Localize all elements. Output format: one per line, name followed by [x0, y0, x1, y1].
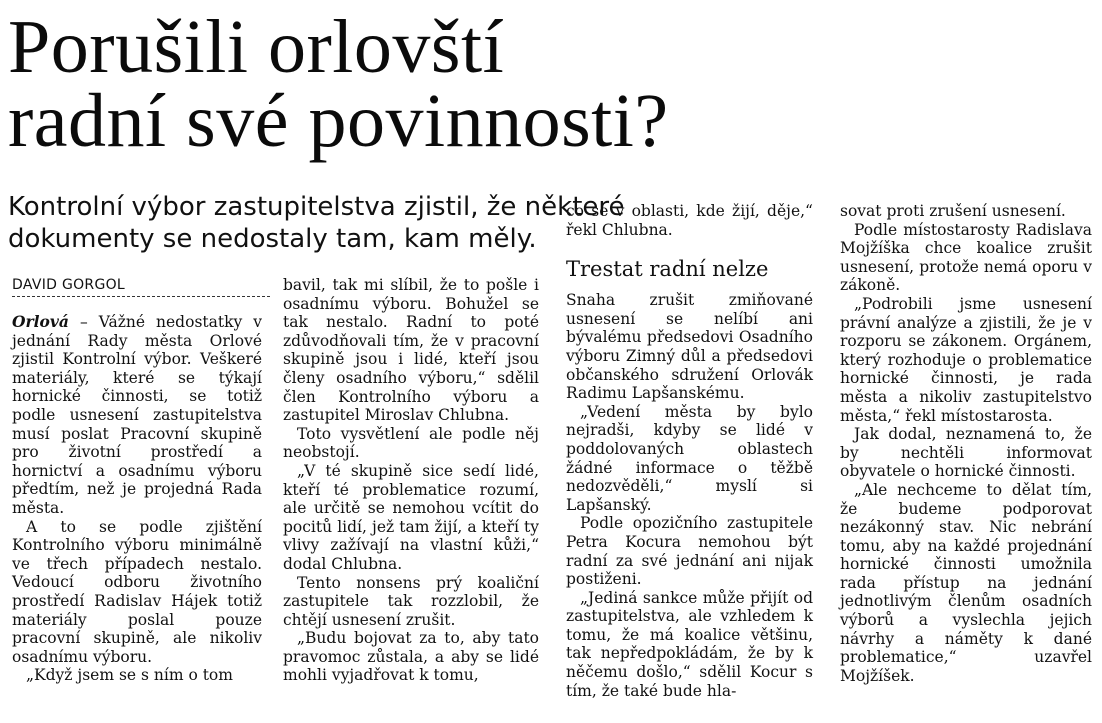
- dateline-place: Orlová: [12, 312, 69, 331]
- column-3: [566, 202, 813, 700]
- headline: [8, 5, 1088, 163]
- column-4: [840, 202, 1092, 685]
- paragraph: Snaha zrušit zmiňované usnesení se nelíbí ani bývalému předsedovi Osadního výboru Zimný důl a předsedovi občanského sdružení Orlovák Radimu Lapšanskému.: [566, 291, 813, 403]
- paragraph: A to se podle zjištění Kontrolního výboru minimálně ve třech případech nestalo. Vedoucí odboru životního prostředí Radislav Hájek totiž materiály poslal pouze pracovní skupině, ale nikoliv osadnímu výboru.: [12, 517, 262, 666]
- subheadline-line-2: dokumenty se nedostaly tam, kam měly.: [8, 224, 537, 254]
- column-1: [12, 313, 262, 685]
- paragraph: „Ale nechceme to dělat tím, že budeme podporovat nezákonný stav. Nic nebrání tomu, aby na každé projednání hornické činnosti umožnila rada přístup na jednání jednotlivým členům osadních výborů a vyslechla jejich návrhy a náměty k dané problematice,“ uzavřel Mojžíšek.: [840, 480, 1092, 685]
- paragraph: Tento nonsens prý koaliční zastupitele tak rozzlobil, že chtějí usnesení zrušit.: [283, 573, 539, 629]
- paragraph: co se v oblasti, kde žijí, děje,“ řekl Chlubna.: [566, 202, 813, 239]
- subheadline-line-1: Kontrolní výbor zastupitelstva zjistil, že některé: [8, 192, 625, 222]
- paragraph: Podle místostarosty Radislava Mojžíška chce koalice zrušit usnesení, protože nemá oporu v zákoně.: [840, 220, 1092, 295]
- paragraph: Toto vysvětlení ale podle něj neobstojí.: [283, 424, 539, 462]
- paragraph: Jak dodal, neznamená to, že by nechtěli informovat obyvatele o hornické činnosti.: [840, 425, 1092, 481]
- paragraph: bavil, tak mi slíbil, že to pošle i osadnímu výboru. Bohužel se tak nestalo. Radní to poté zdůvodňovali tím, že v pracovní skupině jsou i lidé, kteří jsou členy osadního výboru,“ sdělil člen Kontrolního výboru a zastupitel Miroslav Chlubna.: [283, 276, 539, 425]
- paragraph: „Jediná sankce může přijít od zastupitelstva, ale vzhledem k tomu, že má koalice většinu, tak nepředpokládám, že by k něčemu došlo,“ sdělil Kocur s tím, že také bude hla-: [566, 588, 813, 700]
- column-2: [283, 276, 539, 685]
- section-heading: Trestat radní nelze: [566, 257, 769, 282]
- paragraph: „Když jsem se s ním o tom: [26, 666, 233, 685]
- paragraph: „Podrobili jsme usnesení právní analýze a zjistili, že je v rozporu se zákonem. Orgánem, který rozhoduje o problematice hornické činnosti, je rada města a nikoliv zastupitelstvo města,“ řekl místostarosta.: [840, 294, 1092, 425]
- subheadline: [8, 191, 625, 255]
- paragraph: „V té skupině sice sedí lidé, kteří té problematice rozumí, ale určitě se nemohou vcítit do pocitů lidí, jež tam žijí, a kteří ty vlivy zažívají na vlastní kůži,“ dodal Chlubna.: [283, 461, 539, 573]
- author-byline: DAVID GORGOL: [12, 276, 270, 297]
- lead-paragraph: [12, 313, 262, 518]
- lead-text: – Vážné nedostatky v jednání Rady města Orlové zjistil Kontrolní výbor. Veškeré materiály, které se týkají hornické činnosti, se totiž podle usnesení zastupitelstva musí poslat Pracovní skupině pro životní prostředí a hornictví a osadnímu výboru předtím, než je projedná Rada města.: [12, 313, 262, 517]
- headline-line-2: radní své povinnosti?: [8, 79, 669, 163]
- paragraph: Podle opozičního zastupitele Petra Kocura nemohou být radní za své jednání ani nijak postiženi.: [566, 514, 813, 589]
- paragraph: „Vedení města by bylo nejradši, kdyby se lidé v poddolovaných oblastech žádné informace o těžbě nedozvěděli,“ myslí si Lapšanský.: [566, 402, 813, 514]
- paragraph: „Budu bojovat za to, aby tato pravomoc zůstala, a aby se lidé mohli vyjadřovat k tomu,: [283, 629, 539, 685]
- paragraph: sovat proti zrušení usnesení.: [840, 202, 1066, 220]
- headline-line-1: Porušili orlovští: [8, 5, 505, 89]
